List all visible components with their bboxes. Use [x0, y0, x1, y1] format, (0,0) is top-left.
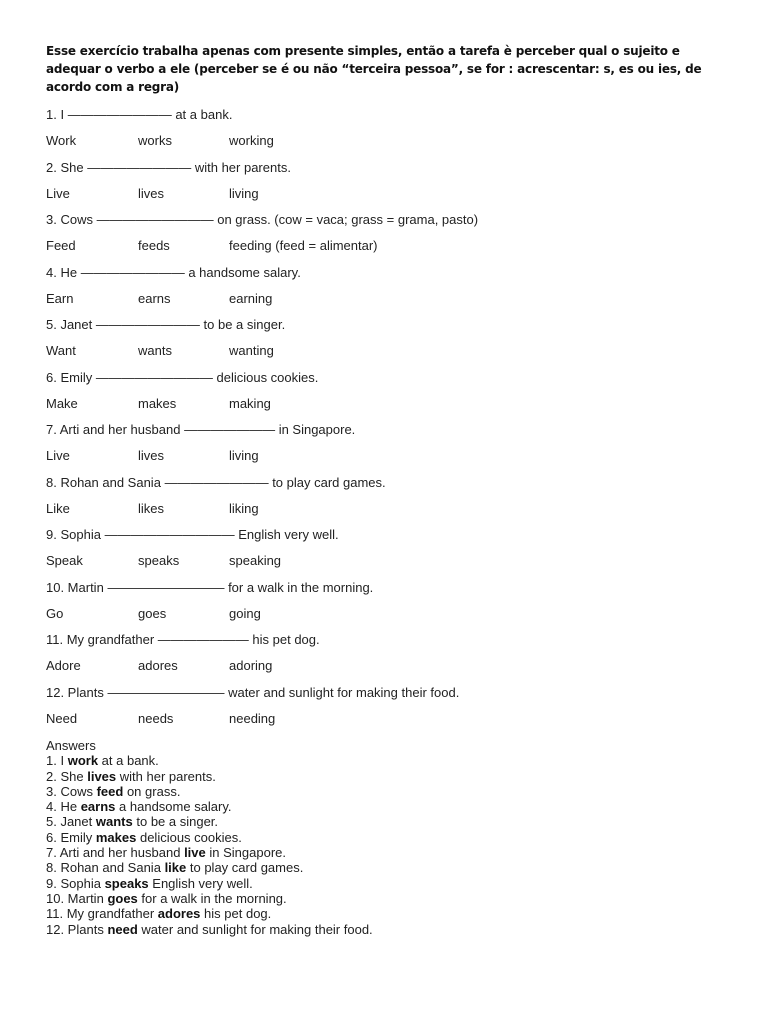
answer-line	[46, 830, 722, 845]
option-row	[46, 548, 722, 575]
option-ing-form: going	[229, 605, 261, 621]
question-prefix: 1. I	[46, 107, 65, 122]
answer-verb: makes	[95, 829, 137, 845]
option-s-form: lives	[138, 185, 165, 201]
option-s-form: adores	[138, 658, 178, 673]
option-row	[46, 128, 722, 155]
option-s-form: works	[138, 133, 172, 148]
answer-verb: earns	[80, 799, 116, 815]
option-base: Work	[46, 133, 77, 148]
option-s-form: likes	[138, 500, 165, 516]
answer-before: 12. Plants	[46, 921, 104, 937]
question-line	[46, 260, 722, 286]
answer-line	[46, 814, 722, 829]
option-row	[46, 706, 722, 733]
answer-after: his pet dog.	[204, 906, 272, 922]
answer-after: to play card games.	[189, 860, 304, 876]
answer-line	[46, 876, 722, 891]
answer-before: 11. My grandfather	[46, 906, 155, 922]
option-s-form: lives	[138, 448, 165, 463]
option-s-form: needs	[138, 710, 174, 726]
answer-blank: ————————	[67, 107, 172, 122]
answer-after: a handsome salary.	[119, 799, 232, 815]
option-row	[46, 181, 722, 208]
option-row	[46, 233, 722, 260]
option-ing-form: living	[229, 185, 259, 201]
answer-verb: goes	[107, 890, 138, 906]
question-line	[46, 522, 722, 548]
option-row	[46, 601, 722, 628]
option-base: Speak	[46, 553, 83, 568]
question-suffix: with her parents.	[194, 159, 291, 175]
answer-blank: ————————	[164, 474, 269, 490]
answer-before: 1. I	[46, 753, 65, 769]
answer-after: at a bank.	[101, 753, 159, 769]
option-row	[46, 286, 722, 313]
option-ing-form: speaking	[229, 553, 282, 568]
question-line	[46, 627, 722, 653]
question-prefix: 11. My grandfather	[46, 632, 155, 647]
option-s-form: wants	[138, 343, 172, 358]
option-base: Need	[46, 710, 78, 726]
option-ing-form: adoring	[229, 658, 273, 673]
question-prefix: 7. Arti and her husband	[46, 422, 181, 437]
answer-blank: ———————	[157, 632, 249, 647]
option-ing-form: earning	[229, 290, 273, 306]
answer-after: for a walk in the morning.	[141, 890, 287, 906]
answers-heading: Answers	[46, 738, 96, 753]
question-suffix: a handsome salary.	[188, 264, 301, 280]
option-base: Live	[46, 448, 70, 463]
answer-line	[46, 860, 722, 875]
answer-verb: speaks	[104, 875, 149, 891]
answer-verb: work	[67, 753, 99, 769]
question-line	[46, 312, 722, 338]
answer-line	[46, 784, 722, 799]
answer-verb: adores	[157, 906, 201, 922]
answer-blank: ————————	[80, 264, 185, 280]
option-s-form: feeds	[138, 238, 170, 253]
answer-blank: ——————————	[104, 527, 235, 542]
question-prefix: 12. Plants	[46, 684, 104, 700]
option-row	[46, 443, 722, 470]
option-row	[46, 653, 722, 680]
answer-blank: —————————	[96, 212, 214, 227]
option-base: Go	[46, 605, 64, 621]
option-base: Want	[46, 343, 76, 358]
question-list	[46, 102, 722, 732]
answer-before: 5. Janet	[46, 814, 93, 830]
answer-line	[46, 906, 722, 921]
answer-before: 2. She	[46, 768, 84, 784]
question-suffix: in Singapore.	[278, 422, 356, 437]
question-suffix: on grass. (cow = vaca; grass = grama, pasto)	[217, 212, 479, 227]
answer-before: 8. Rohan and Sania	[46, 860, 161, 876]
answer-before: 7. Arti and her husband	[46, 845, 181, 861]
answer-after: delicious cookies.	[139, 829, 242, 845]
question-line	[46, 575, 722, 601]
answer-line	[46, 769, 722, 784]
answer-after: in Singapore.	[209, 845, 286, 861]
answer-blank: —————————	[107, 684, 225, 700]
instructions-text: Esse exercício trabalha apenas com presente simples, então a tarefa è perceber qual o sujeito e adequar o verbo a ele (perceber se é ou não “terceira pessoa”, se for : acrescentar: s, es ou ies, de acordo com a regra)	[46, 44, 702, 94]
option-s-form: makes	[138, 395, 177, 411]
answer-key	[46, 738, 722, 937]
question-line	[46, 155, 722, 181]
question-suffix: to play card games.	[272, 474, 386, 490]
answer-before: 10. Martin	[46, 890, 104, 906]
option-row	[46, 338, 722, 365]
answer-after: with her parents.	[119, 768, 216, 784]
answer-verb: lives	[87, 768, 117, 784]
question-prefix: 4. He	[46, 264, 78, 280]
answer-line	[46, 845, 722, 860]
question-prefix: 8. Rohan and Sania	[46, 474, 161, 490]
answer-before: 4. He	[46, 799, 78, 815]
answer-verb: like	[164, 860, 187, 876]
question-line	[46, 470, 722, 496]
question-suffix: to be a singer.	[203, 317, 286, 332]
option-row	[46, 391, 722, 418]
option-base: Adore	[46, 658, 81, 673]
answer-blank: —————————	[95, 369, 213, 385]
answer-before: 9. Sophia	[46, 875, 101, 891]
answer-blank: —————————	[107, 579, 225, 595]
question-suffix: his pet dog.	[252, 632, 320, 647]
answer-after: on grass.	[126, 783, 181, 799]
question-prefix: 6. Emily	[46, 369, 93, 385]
answer-verb: wants	[95, 814, 133, 830]
question-suffix: at a bank.	[175, 107, 233, 122]
question-suffix: water and sunlight for making their food.	[228, 684, 460, 700]
question-line	[46, 207, 722, 233]
answer-line	[46, 753, 722, 768]
question-prefix: 5. Janet	[46, 317, 93, 332]
question-prefix: 3. Cows	[46, 212, 93, 227]
option-ing-form: needing	[229, 710, 276, 726]
answer-verb: feed	[96, 783, 124, 799]
answer-before: 6. Emily	[46, 829, 93, 845]
answer-blank: ————————	[95, 317, 200, 332]
option-s-form: speaks	[138, 553, 180, 568]
option-base: Like	[46, 500, 70, 516]
answer-line	[46, 891, 722, 906]
answer-after: to be a singer.	[136, 814, 219, 830]
option-ing-form: living	[229, 448, 259, 463]
option-base: Live	[46, 185, 70, 201]
option-ing-form: working	[229, 133, 274, 148]
question-line	[46, 417, 722, 443]
option-base: Feed	[46, 238, 76, 253]
question-suffix: delicious cookies.	[216, 369, 319, 385]
answer-blank: ———————	[184, 422, 276, 437]
question-prefix: 9. Sophia	[46, 527, 101, 542]
question-prefix: 2. She	[46, 159, 84, 175]
answer-blank: ————————	[87, 159, 192, 175]
answer-verb: need	[107, 921, 138, 937]
question-prefix: 10. Martin	[46, 579, 104, 595]
option-ing-form: feeding (feed = alimentar)	[229, 238, 378, 253]
option-base: Earn	[46, 290, 74, 306]
question-suffix: for a walk in the morning.	[228, 579, 374, 595]
answer-verb: live	[184, 845, 206, 861]
question-line	[46, 680, 722, 706]
answer-before: 3. Cows	[46, 783, 93, 799]
option-ing-form: making	[229, 395, 271, 411]
option-ing-form: liking	[229, 500, 259, 516]
question-line	[46, 365, 722, 391]
question-line	[46, 102, 722, 128]
option-base: Make	[46, 395, 78, 411]
option-row	[46, 496, 722, 523]
option-s-form: goes	[138, 605, 167, 621]
answer-after: water and sunlight for making their food.	[141, 921, 373, 937]
answer-line	[46, 799, 722, 814]
question-suffix: English very well.	[238, 527, 339, 542]
option-s-form: earns	[138, 290, 171, 306]
answer-line	[46, 922, 722, 937]
answer-after: English very well.	[152, 875, 253, 891]
option-ing-form: wanting	[229, 343, 274, 358]
